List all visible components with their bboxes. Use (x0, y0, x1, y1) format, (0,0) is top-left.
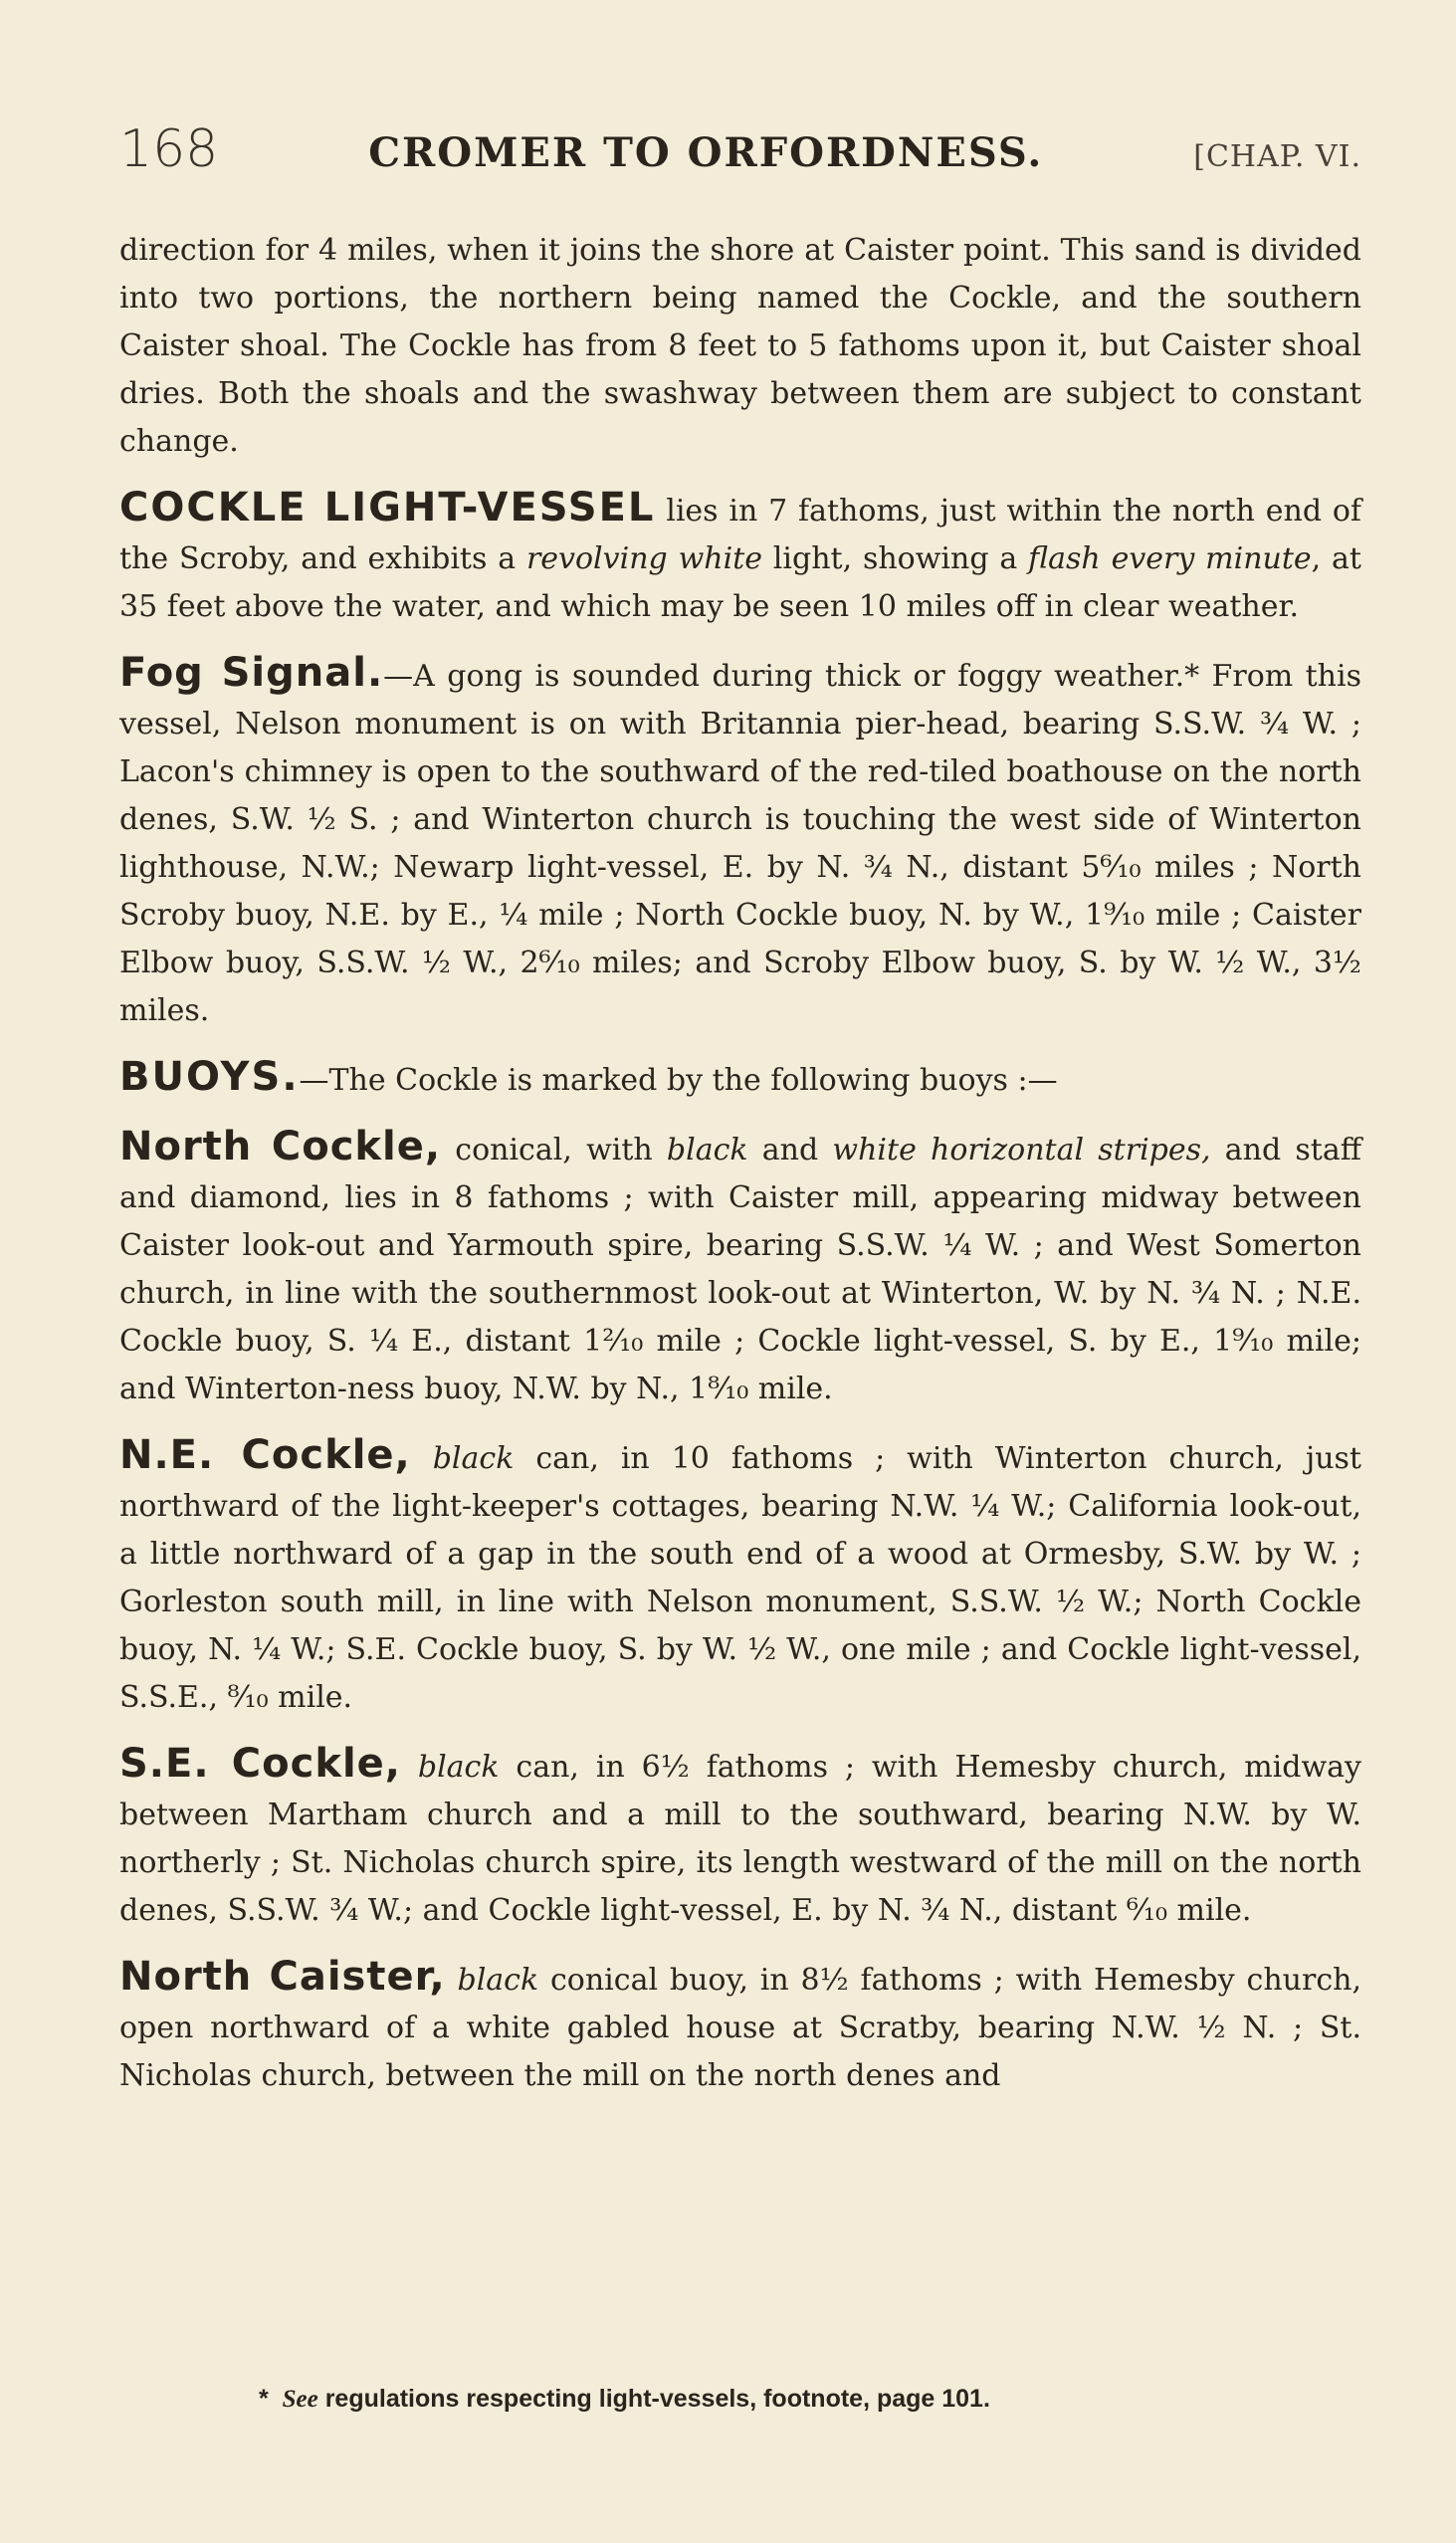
paragraph-cockle-light-vessel (119, 484, 1361, 631)
section-heading: COCKLE LIGHT-VESSEL (119, 485, 656, 530)
italic-text: See (282, 2386, 318, 2413)
paragraph-north-caister (119, 1953, 1361, 2100)
paragraph-text: direction for 4 miles, when it joins the shore at Caister point. This sand is divided into two portions, the northern being named the Cockle, and the southern Caister shoal. The Cockle has from 8 feet to 5 fathoms upon it, but Caister shoal dries. Both the shoals and the swashway between them are subject to constant change. (119, 233, 1361, 459)
paragraph-text: —The Cockle is marked by the following buoys :— (299, 1063, 1058, 1098)
italic-text: black (432, 1441, 515, 1476)
footnote-text: regulations respecting light-vessels, footnote, page 101. (317, 2385, 990, 2413)
chapter-reference: [CHAP. VI. (1193, 139, 1361, 174)
section-heading: Fog Signal. (119, 650, 384, 696)
paragraph-text: light, showing a (761, 541, 1029, 576)
paragraph-ne-cockle (119, 1431, 1361, 1722)
section-heading: S.E. Cockle, (119, 1741, 401, 1787)
page-header (119, 119, 1361, 189)
footnote (259, 2385, 990, 2414)
italic-text: flash every minute (1028, 541, 1312, 576)
paragraph-text: can, in 10 fathoms ; with Winterton church, just northward of the light-keeper's cottages, bearing N.W. ¼ W.; California look-out, a little northward of a gap in the south end of a wood at Ormesby, S.W. by W. ; Gorleston south mill, in line with Nelson monument, S.S.W. ½ W.; North Cockle buoy, N. ¼ W.; S.E. Cockle buoy, S. by W. ½ W., one mile ; and Cockle light-vessel, S.S.E., ⁸⁄₁₀ mile. (119, 1441, 1361, 1715)
paragraph-text: , at 35 feet above the water, and which may be seen 10 miles off in clear weather. (119, 541, 1361, 624)
paragraph-buoys (119, 1053, 1361, 1105)
italic-text: black (666, 1133, 748, 1167)
section-heading: North Cockle, (119, 1124, 442, 1169)
body-text (119, 227, 1361, 2100)
paragraph-north-cockle (119, 1123, 1361, 1413)
paragraph-text: and (747, 1133, 833, 1167)
section-heading: N.E. Cockle, (119, 1432, 411, 1478)
paragraph-text: lies in 7 fathoms, just within the north end of the Scroby, and exhibits a (119, 494, 1362, 576)
paragraph-text: can, in 6½ fathoms ; with Hemesby church, midway between Martham church and a mill to the southward, bearing N.W. by W. northerly ; St. Nicholas church spire, its length westward of the mill on the north denes, S.S.W. ¾ W.; and Cockle light-vessel, E. by N. ¾ N., distant ⁶⁄₁₀ mile. (119, 1750, 1361, 1928)
italic-text: revolving white (525, 541, 762, 576)
italic-text: black (457, 1963, 539, 1998)
running-title: CROMER TO ORFORDNESS. (368, 129, 1044, 176)
italic-text: white horizontal stripes, (832, 1133, 1211, 1167)
paragraph-se-cockle (119, 1740, 1361, 1935)
paragraph-text: conical buoy, in 8½ fathoms ; with Hemesby church, open northward of a white gabled house at Scratby, bearing N.W. ½ N. ; St. Nicholas church, between the mill on the north denes and (119, 1963, 1361, 2093)
paragraph-text: —A gong is sounded during thick or foggy weather.* From this vessel, Nelson monument is on with Britannia pier-head, bearing S.S.W. ¾ W. ; Lacon's chimney is open to the southward of the red-tiled boathouse on the north denes, S.W. ½ S. ; and Winterton church is touching the west side of Winterton lighthouse, N.W.; Newarp light-vessel, E. by N. ¾ N., distant 5⁶⁄₁₀ miles ; North Scroby buoy, N.E. by E., ¼ mile ; North Cockle buoy, N. by W., 1⁹⁄₁₀ mile ; Caister Elbow buoy, S.S.W. ½ W., 2⁶⁄₁₀ miles; and Scroby Elbow buoy, S. by W. ½ W., 3½ miles. (119, 659, 1361, 1028)
paragraph-intro (119, 227, 1361, 466)
paragraph-text: and staff and diamond, lies in 8 fathoms ; with Caister mill, appearing midway between Caister look-out and Yarmouth spire, bearing S.S.W. ¼ W. ; and West Somerton church, in line with the southernmost look-out at Winterton, W. by N. ¾ N. ; N.E. Cockle buoy, S. ¼ E., distant 1²⁄₁₀ mile ; Cockle light-vessel, S. by E., 1⁹⁄₁₀ mile; and Winterton-ness buoy, N.W. by N., 1⁸⁄₁₀ mile. (119, 1133, 1362, 1406)
paragraph-text: conical, with (441, 1133, 667, 1167)
footnote-marker: * (259, 2385, 269, 2413)
italic-text: black (417, 1750, 500, 1785)
section-heading: BUOYS. (119, 1054, 300, 1100)
section-heading: North Caister, (119, 1954, 446, 2000)
paragraph-fog-signal (119, 649, 1361, 1035)
page-number: 168 (119, 119, 219, 179)
